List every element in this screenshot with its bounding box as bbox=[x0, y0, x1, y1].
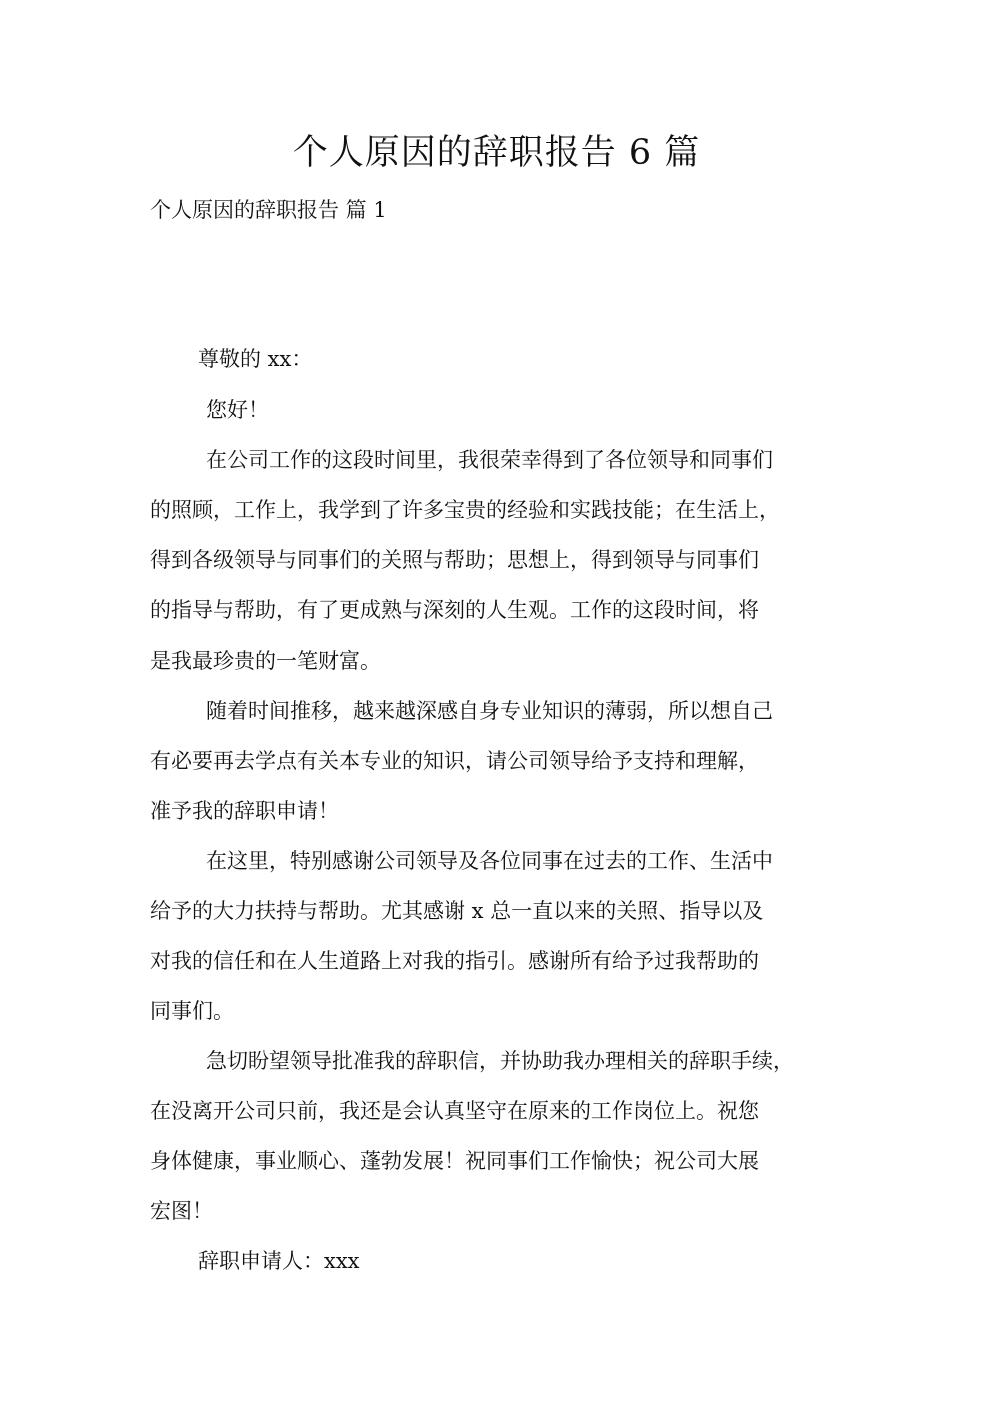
paragraph-4-line: 急切盼望领导批准我的辞职信，并协助我办理相关的辞职手续， bbox=[206, 1049, 794, 1073]
paragraph-1-line: 得到各级领导与同事们的关照与帮助；思想上，得到领导与同事们 bbox=[150, 548, 759, 572]
paragraph-3-line: 给予的大力扶持与帮助。尤其感谢 x 总一直以来的关照、指导以及 bbox=[150, 899, 764, 923]
paragraph-2-line: 随着时间推移，越来越深感自身专业知识的薄弱，所以想自己 bbox=[206, 699, 773, 723]
paragraph-1-line: 是我最珍贵的一笔财富。 bbox=[150, 649, 381, 673]
greeting: 您好！ bbox=[206, 398, 269, 422]
paragraph-3-line: 同事们。 bbox=[150, 999, 234, 1023]
paragraph-2-line: 准予我的辞职申请！ bbox=[150, 799, 339, 823]
paragraph-1-line: 的照顾，工作上，我学到了许多宝贵的经验和实践技能；在生活上， bbox=[150, 498, 780, 522]
document-title: 个人原因的辞职报告 6 篇 bbox=[292, 133, 701, 173]
paragraph-4-line: 宏图！ bbox=[150, 1199, 213, 1223]
salutation: 尊敬的 xx： bbox=[198, 347, 313, 371]
paragraph-1-line: 在公司工作的这段时间里，我很荣幸得到了各位领导和同事们 bbox=[206, 448, 773, 472]
paragraph-4-line: 在没离开公司只前，我还是会认真坚守在原来的工作岗位上。祝您 bbox=[150, 1099, 759, 1123]
paragraph-2-line: 有必要再去学点有关本专业的知识，请公司领导给予支持和理解， bbox=[150, 749, 759, 773]
signature: 辞职申请人：xxx bbox=[198, 1249, 360, 1273]
paragraph-3-line: 对我的信任和在人生道路上对我的指引。感谢所有给予过我帮助的 bbox=[150, 949, 759, 973]
paragraph-3-line: 在这里，特别感谢公司领导及各位同事在过去的工作、生活中 bbox=[206, 849, 773, 873]
paragraph-4-line: 身体健康，事业顺心、蓬勃发展！祝同事们工作愉快；祝公司大展 bbox=[150, 1149, 759, 1173]
document-subtitle: 个人原因的辞职报告 篇 1 bbox=[150, 198, 387, 222]
paragraph-1-line: 的指导与帮助，有了更成熟与深刻的人生观。工作的这段时间，将 bbox=[150, 598, 759, 622]
